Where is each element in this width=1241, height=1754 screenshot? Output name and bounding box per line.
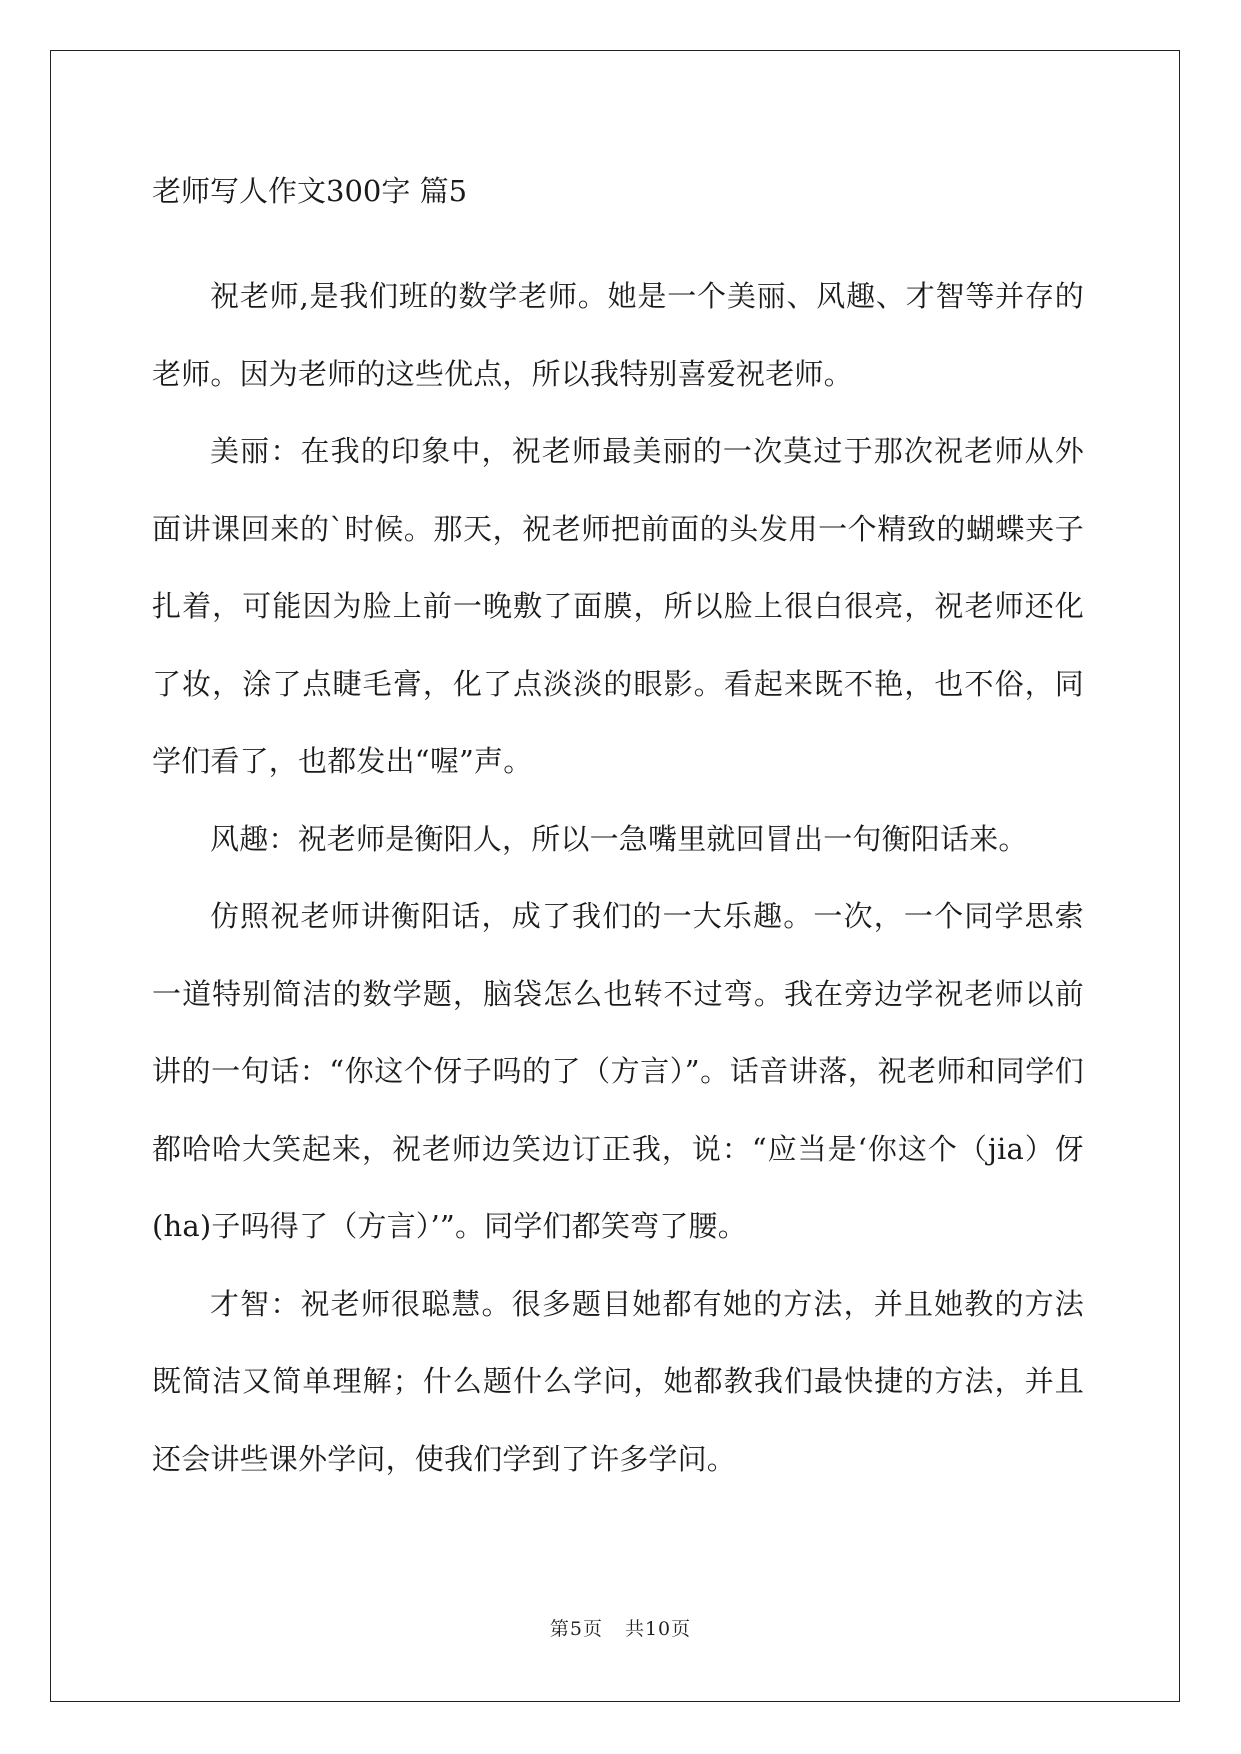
paragraph-intro: 祝老师,是我们班的数学老师。她是一个美丽、风趣、才智等并存的老师。因为老师的这些优点，所以我特别喜爱祝老师。 [152,279,1084,391]
page-footer [0,1614,1241,1641]
paragraph-beauty: 美丽：在我的印象中，祝老师最美丽的一次莫过于那次祝老师从外面讲课回来的`时候。那天，祝老师把前面的头发用一个精致的蝴蝶夹子扎着，可能因为脸上前一晚敷了面膜，所以脸上很白很亮，祝老师还化了妆，涂了点睫毛膏，化了点淡淡的眼影。看起来既不艳，也不俗，同学们看了，也都发出“喔”声。 [152,434,1084,778]
paragraph-humor: 风趣：祝老师是衡阳人，所以一急嘴里就回冒出一句衡阳话来。 [210,821,1028,856]
paragraph-dialect-story: 仿照祝老师讲衡阳话，成了我们的一大乐趣。一次，一个同学思索一道特别简洁的数学题，脑袋怎么也转不过弯。我在旁边学祝老师以前讲的一句话：“你这个伢子吗的了（方言）”。话音讲落，祝老师和同学们都哈哈大笑起来，祝老师边笑边订正我，说：“应当是‘你这个（jia）伢(ha)子吗得了（方言）’”。同学们都笑弯了腰。 [152,899,1084,1243]
paragraph-wisdom: 才智：祝老师很聪慧。很多题目她都有她的方法，并且她教的方法既简洁又简单理解；什么题什么学问，她都教我们最快捷的方法，并且还会讲些课外学问，使我们学到了许多学问。 [152,1286,1084,1476]
document-body [152,167,1084,1498]
document-title: 老师写人作文300字 篇5 [152,174,468,208]
page-number: 第5页 [549,1618,603,1640]
page-total: 共10页 [624,1618,692,1640]
